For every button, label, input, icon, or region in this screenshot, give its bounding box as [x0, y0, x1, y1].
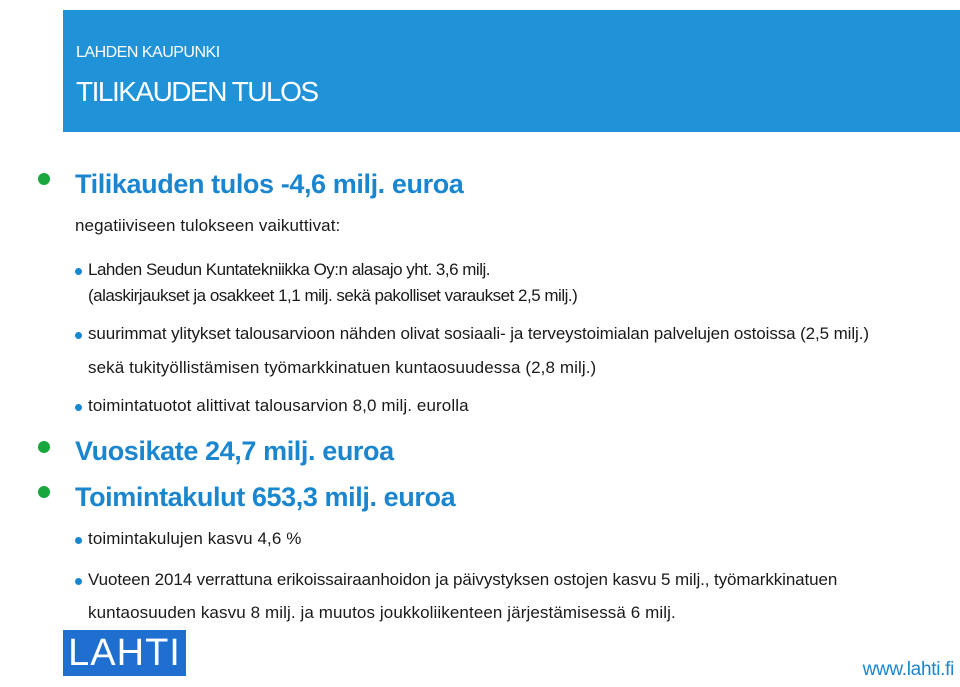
bullet-icon [38, 441, 50, 453]
item-overruns-line1: suurimmat ylitykset talousarvioon nähden olivat sosiaali- ja terveystoimialan palvelujen ostoissa (2,5 milj.) [88, 324, 869, 343]
item-revenue: toimintatuotot alittivat talousarvion 8,0 milj. eurolla [88, 396, 469, 415]
item-comparison-line2: kuntaosuuden kasvu 8 milj. ja muutos joukkoliikenteen järjestämisessä 6 milj. [88, 603, 676, 622]
item-overruns-line2: sekä tukityöllistämisen työmarkkinatuen kuntaosuudessa (2,8 milj.) [88, 358, 597, 377]
logo-text: LAHTI [68, 631, 181, 674]
bullet-icon [75, 268, 82, 275]
bullet-icon [75, 404, 82, 411]
header-banner [63, 10, 960, 132]
bullet-icon [75, 332, 82, 339]
bullet-icon [38, 173, 50, 185]
lahti-logo [63, 630, 186, 676]
intro-text: negatiiviseen tulokseen vaikuttivat: [75, 216, 341, 235]
item-lsk-line2: (alaskirjaukset ja osakkeet 1,1 milj. sekä pakolliset varaukset 2,5 milj.) [88, 286, 578, 305]
bullet-icon [75, 578, 82, 585]
organization-name: LAHDEN KAUPUNKI [76, 44, 220, 61]
item-cost-growth: toimintakulujen kasvu 4,6 % [88, 529, 302, 548]
page-title: TILIKAUDEN TULOS [76, 76, 318, 107]
item-lsk-line1: Lahden Seudun Kuntatekniikka Oy:n alasajo yht. 3,6 milj. [88, 260, 490, 279]
section-heading-result: Tilikauden tulos -4,6 milj. euroa [75, 169, 464, 199]
website-link[interactable]: www.lahti.fi [862, 659, 954, 680]
item-comparison-line1: Vuoteen 2014 verrattuna erikoissairaanhoidon ja päivystyksen ostojen kasvu 5 milj., työmarkkinatuen [88, 570, 838, 589]
bullet-icon [38, 486, 50, 498]
section-heading-vuosikate: Vuosikate 24,7 milj. euroa [75, 436, 394, 466]
bullet-icon [75, 537, 82, 544]
section-heading-toimintakulut: Toimintakulut 653,3 milj. euroa [75, 482, 456, 512]
